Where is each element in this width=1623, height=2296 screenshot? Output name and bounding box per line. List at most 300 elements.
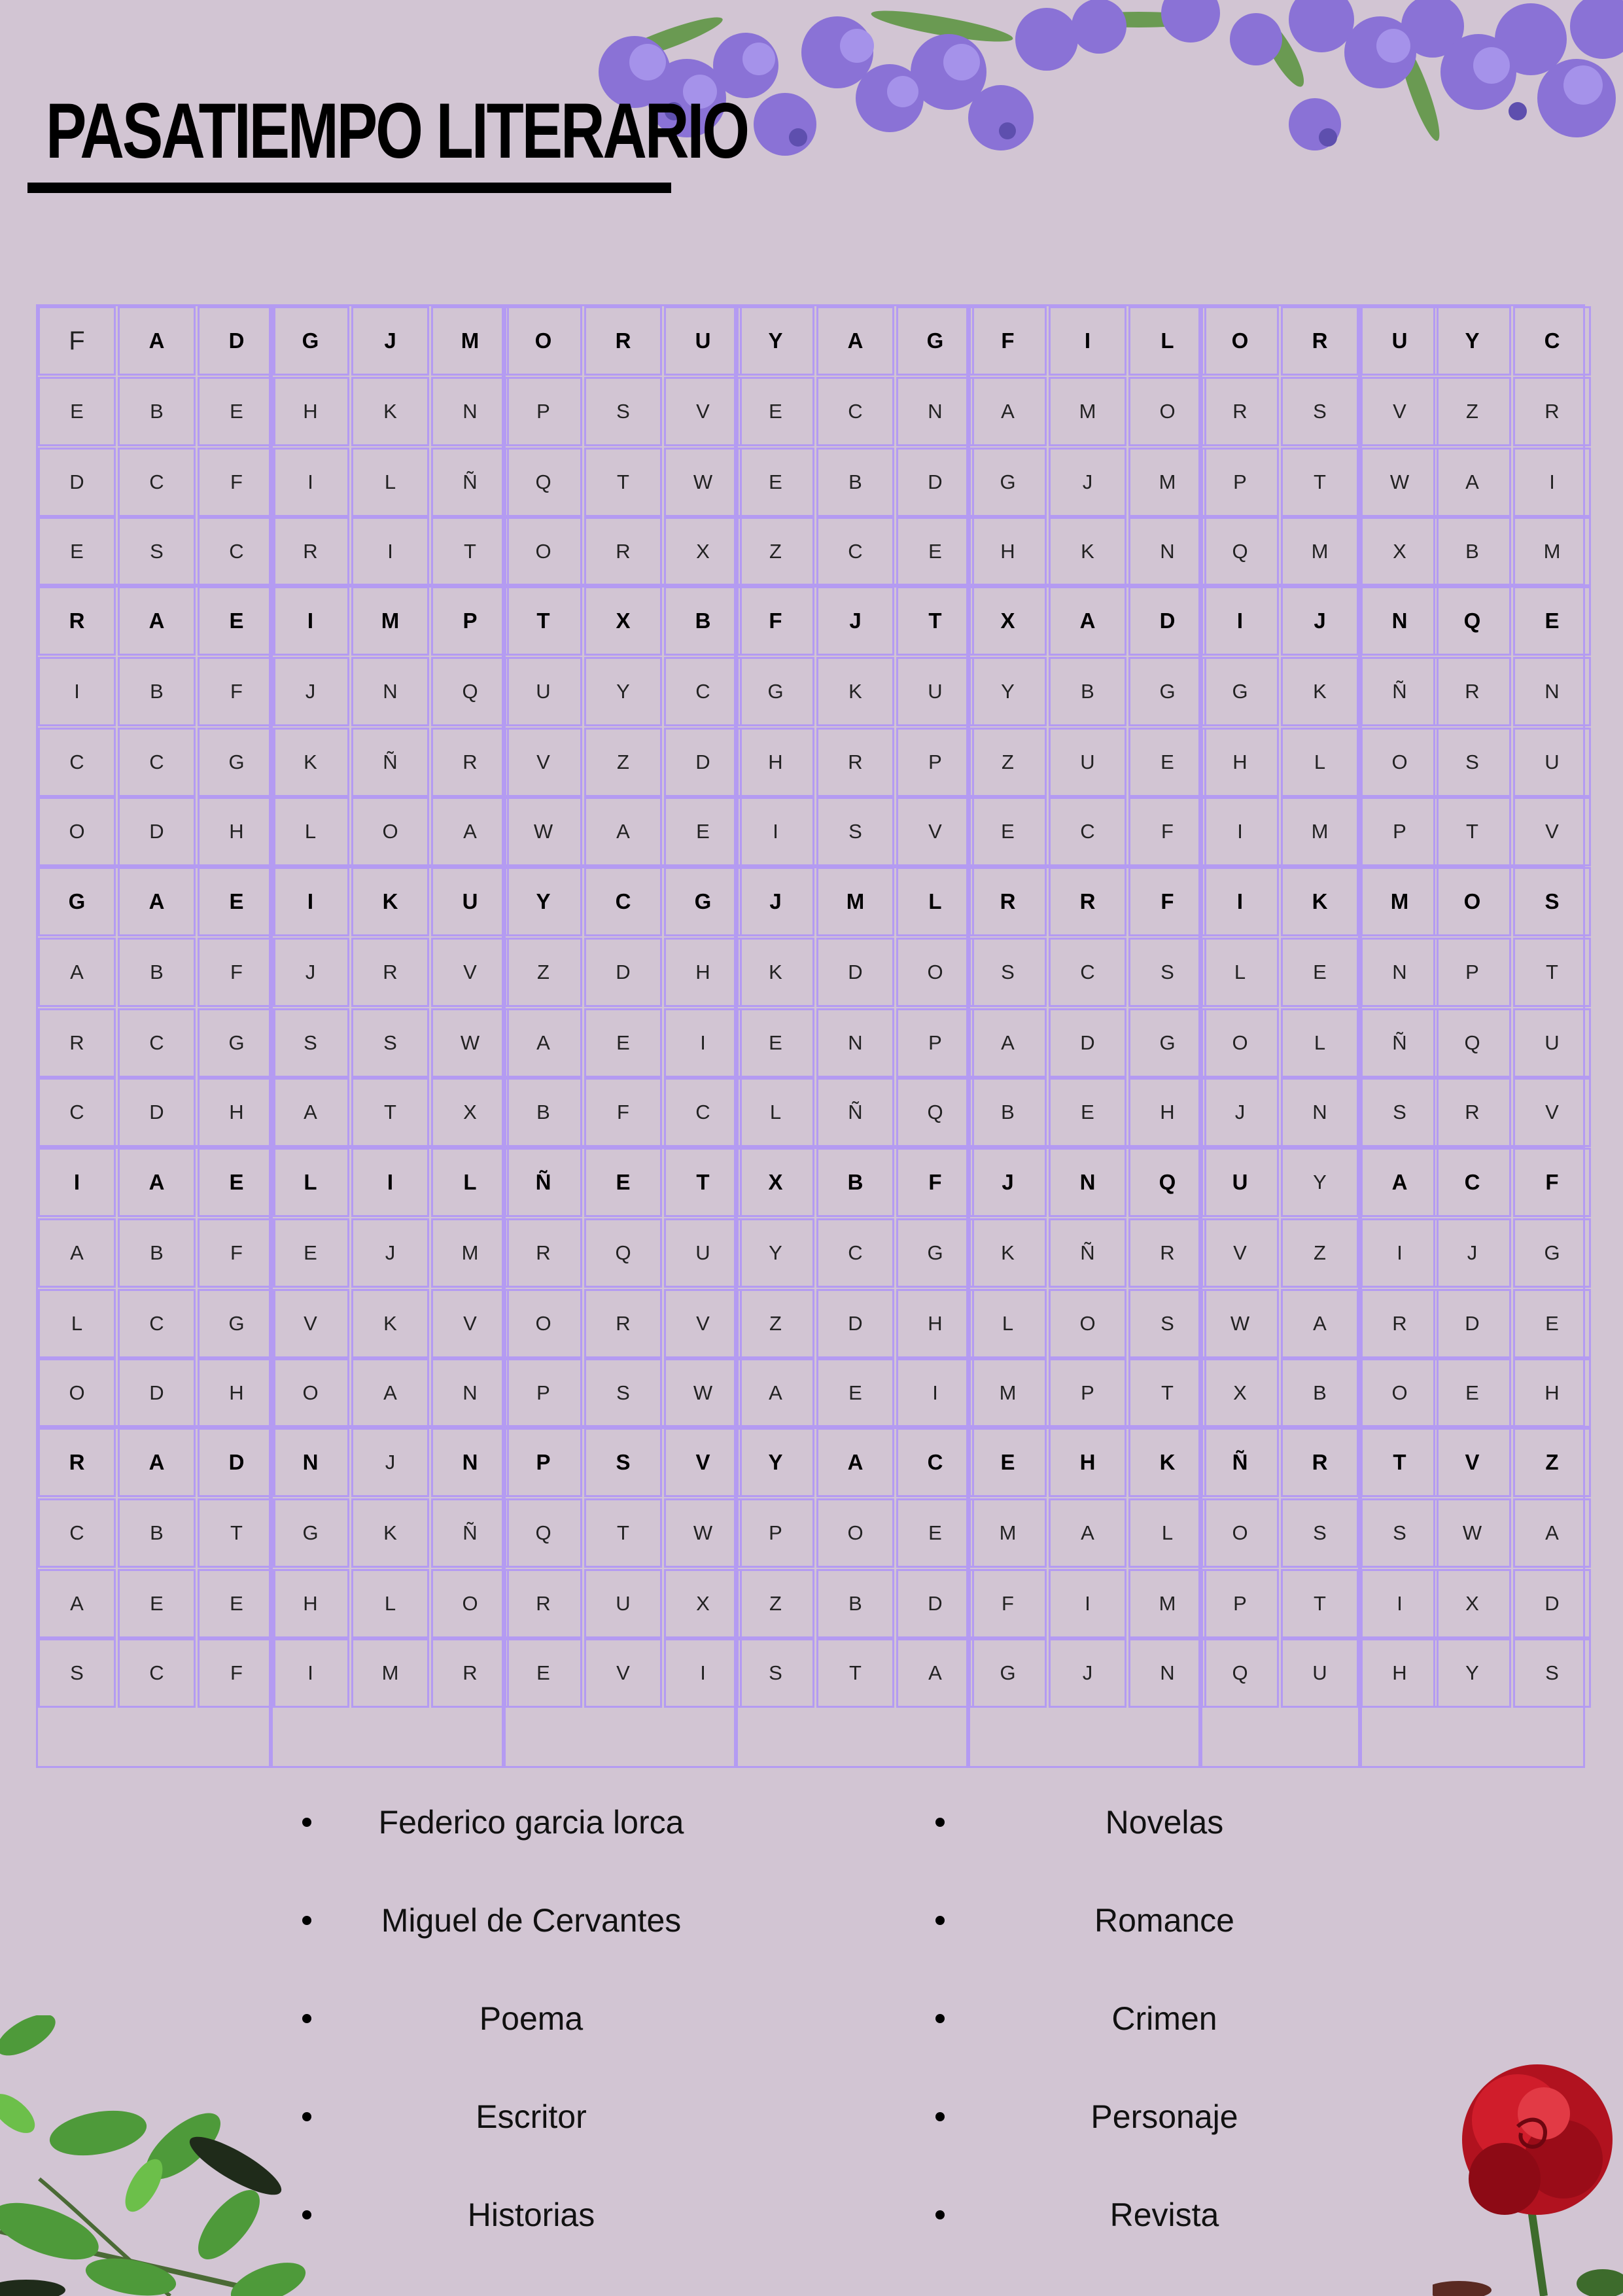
grid-cell: C [1049,797,1126,866]
grid-cell: M [1049,377,1126,446]
grid-cell: W [664,1498,742,1568]
grid-cell: R [1128,1218,1206,1288]
grid-cell: C [38,1078,116,1147]
grid-cell: R [1433,1078,1511,1147]
grid-cell: E [816,1358,894,1428]
grid-cell: O [1128,377,1206,446]
grid-cell: D [118,1078,196,1147]
grid-cell: T [664,1148,742,1217]
grid-cell: E [1128,728,1206,797]
grid-cell: A [1433,448,1511,517]
grid-cell: S [584,377,662,446]
grid-cell: N [1049,1148,1126,1217]
grid-cell: Ñ [431,1498,509,1568]
grid-cell: B [504,1078,582,1147]
grid-cell: K [1128,1428,1206,1497]
grid-cell: R [431,1638,509,1708]
grid-cell: J [1049,448,1126,517]
grid-cell: R [969,867,1047,936]
grid-cell: G [271,306,349,376]
column-group-divider [269,306,273,1766]
grid-cell: W [504,797,582,866]
grid-cell: I [1361,1218,1439,1288]
grid-cell: F [1128,797,1206,866]
grid-cell: T [504,586,582,656]
grid-cell: F [38,306,116,376]
grid-cell: S [271,1008,349,1078]
grid-cell: E [504,1638,582,1708]
grid-cell: M [969,1498,1047,1568]
grid-cell: W [664,1358,742,1428]
grid-cell: Z [737,1569,814,1638]
grid-cell: F [969,1569,1047,1638]
grid-cell: F [896,1148,974,1217]
grid-cell: V [431,938,509,1007]
column-group-divider [734,306,738,1766]
grid-cell: C [664,1078,742,1147]
grid-cell: D [1433,1289,1511,1358]
word-list-item: Crimen [1111,2000,1217,2037]
grid-cell: W [1361,448,1439,517]
grid-cell: J [271,938,349,1007]
grid-cell: J [351,306,429,376]
grid-cell: S [1281,377,1359,446]
grid-cell: C [118,728,196,797]
grid-cell: N [1513,657,1591,726]
grid-cell: R [1281,1428,1359,1497]
grid-cell: E [969,797,1047,866]
grid-cell: C [118,1289,196,1358]
grid-cell: H [198,1078,275,1147]
grid-cell: R [1049,867,1126,936]
grid-cell: V [271,1289,349,1358]
grid-cell: K [1281,657,1359,726]
grid-cell: G [1128,1008,1206,1078]
grid-cell: C [38,1498,116,1568]
grid-cell: E [584,1008,662,1078]
grid-cell: I [271,1638,349,1708]
grid-cell: V [1513,1078,1591,1147]
grid-cell: K [351,1289,429,1358]
grid-cell: E [584,1148,662,1217]
grid-cell: E [198,586,275,656]
grid-cell: L [1128,306,1206,376]
grid-cell: R [1281,306,1359,376]
grid-cell: O [1361,1358,1439,1428]
grid-cell: A [118,306,196,376]
grid-cell: G [1513,1218,1591,1288]
grid-cell: V [1513,797,1591,866]
grid-cell: D [816,938,894,1007]
grid-cell: F [198,657,275,726]
grid-cell: O [816,1498,894,1568]
grid-cell: A [38,1569,116,1638]
grid-cell: D [38,448,116,517]
word-list-item: Personaje [1091,2098,1238,2135]
grid-cell: D [896,1569,974,1638]
grid-cell: I [1513,448,1591,517]
grid-cell: S [1361,1078,1439,1147]
grid-cell: E [1281,938,1359,1007]
grid-cell: R [1433,657,1511,726]
grid-cell: N [1361,938,1439,1007]
grid-cell: A [969,1008,1047,1078]
grid-cell: M [816,867,894,936]
grid-cell: Q [584,1218,662,1288]
grid-cell: K [816,657,894,726]
grid-cell: S [1128,938,1206,1007]
grid-cell: R [38,1008,116,1078]
title-underline [27,183,671,193]
grid-cell: A [584,797,662,866]
grid-cell: V [431,1289,509,1358]
grid-cell: M [431,306,509,376]
grid-cell: E [896,1498,974,1568]
grid-cell: G [1201,657,1279,726]
grid-cell: G [896,306,974,376]
grid-cell: T [896,586,974,656]
grid-cell: G [198,1289,275,1358]
grid-cell: Y [737,306,814,376]
grid-cell: U [1361,306,1439,376]
grid-cell: P [896,728,974,797]
grid-cell: A [737,1358,814,1428]
grid-cell: O [351,797,429,866]
grid-cell: G [896,1218,974,1288]
grid-cell: O [1433,867,1511,936]
grid-cell: A [816,1428,894,1497]
grid-cell: L [38,1289,116,1358]
grid-cell: E [118,1569,196,1638]
grid-cell: B [664,586,742,656]
grid-cell: X [1361,517,1439,586]
grid-cell: A [1049,586,1126,656]
grid-cell: O [504,306,582,376]
grid-cell: M [351,586,429,656]
grid-cell: J [969,1148,1047,1217]
grid-cell: X [969,586,1047,656]
grid-cell: D [816,1289,894,1358]
grid-cell: B [816,1148,894,1217]
grid-cell: S [1281,1498,1359,1568]
grid-cell: P [1433,938,1511,1007]
grid-cell: J [816,586,894,656]
grid-cell: Z [969,728,1047,797]
column-group-divider [1358,306,1362,1766]
grid-cell: K [737,938,814,1007]
grid-cell: X [584,586,662,656]
grid-cell: A [118,586,196,656]
grid-cell: R [351,938,429,1007]
grid-cell: L [271,797,349,866]
grid-cell: N [1281,1078,1359,1147]
grid-cell: M [969,1358,1047,1428]
column-group-divider [966,306,970,1766]
grid-cell: A [38,938,116,1007]
grid-cell: E [1049,1078,1126,1147]
grid-cell: F [198,938,275,1007]
grid-cell: R [38,1428,116,1497]
grid-cell: G [969,1638,1047,1708]
grid-cell: C [1513,306,1591,376]
grid-cell: B [118,938,196,1007]
grid-cell: K [271,728,349,797]
grid-cell: P [1201,1569,1279,1638]
grid-cell: C [38,728,116,797]
grid-cell: V [504,728,582,797]
grid-cell: L [896,867,974,936]
grid-cell: L [1201,938,1279,1007]
grid-cell: S [969,938,1047,1007]
grid-cell: E [198,1148,275,1217]
grid-cell: Ñ [1361,1008,1439,1078]
grid-cell: B [969,1078,1047,1147]
grid-cell: J [351,1218,429,1288]
grid-cell: O [1201,1498,1279,1568]
grid-cell: M [431,1218,509,1288]
grid-cell: S [1513,1638,1591,1708]
grid-cell: M [351,1638,429,1708]
grid-cell: C [816,1218,894,1288]
grid-cell: J [351,1428,429,1497]
grid-cell: L [351,1569,429,1638]
grid-cell: Y [584,657,662,726]
grid-cell: A [118,1428,196,1497]
grid-cell: O [38,797,116,866]
word-list-item: Escritor [476,2098,587,2135]
grid-cell: A [118,1148,196,1217]
grid-cell: T [198,1498,275,1568]
grid-cell: A [271,1078,349,1147]
word-list-item: Historias [467,2197,595,2233]
word-list-item: Poema [479,2000,584,2037]
grid-cell: N [271,1428,349,1497]
grid-cell: M [1281,797,1359,866]
grid-cell: U [1049,728,1126,797]
grid-cell: E [271,1218,349,1288]
grid-cell: X [737,1148,814,1217]
grid-cell: C [816,517,894,586]
word-list-item: Federico garcia lorca [378,1804,684,1841]
grid-cell: H [1201,728,1279,797]
grid-cell: N [431,1428,509,1497]
grid-cell: I [896,1358,974,1428]
grid-cell: Ñ [1361,657,1439,726]
grid-cell: E [1513,586,1591,656]
grid-cell: A [118,867,196,936]
grid-cell: J [737,867,814,936]
grid-cell: J [1281,586,1359,656]
grid-cell: R [504,1569,582,1638]
grid-cell: E [737,1008,814,1078]
grid-cell: D [1049,1008,1126,1078]
grid-cell: F [584,1078,662,1147]
grid-cell: C [816,377,894,446]
grid-cell: M [1361,867,1439,936]
grid-cell: T [584,1498,662,1568]
grid-cell: O [431,1569,509,1638]
grid-cell: P [1201,448,1279,517]
grid-cell: H [1128,1078,1206,1147]
grid-cell: U [504,657,582,726]
grid-cell: I [1049,1569,1126,1638]
grid-cell: E [1433,1358,1511,1428]
grid-cell: I [271,586,349,656]
grid-cell: Q [504,1498,582,1568]
grid-cell: Y [737,1428,814,1497]
grid-cell: V [664,1289,742,1358]
grid-cell: Y [737,1218,814,1288]
grid-cell: Q [1201,1638,1279,1708]
grid-cell: X [431,1078,509,1147]
grid-cell: U [1281,1638,1359,1708]
grid-cell: Z [504,938,582,1007]
grid-cell: V [1361,377,1439,446]
grid-cell: Ñ [816,1078,894,1147]
grid-cell: H [737,728,814,797]
grid-cell: A [38,1218,116,1288]
grid-cell: F [737,586,814,656]
grid-cell: B [816,1569,894,1638]
grid-cell: P [504,1358,582,1428]
grid-cell: H [271,377,349,446]
grid-cell: O [38,1358,116,1428]
grid-cell: R [1201,377,1279,446]
grid-cell: D [1128,586,1206,656]
grid-cell: K [351,867,429,936]
grid-cell: R [38,586,116,656]
grid-cell: B [1433,517,1511,586]
grid-cell: P [896,1008,974,1078]
grid-cell: A [969,377,1047,446]
grid-cell: I [1201,867,1279,936]
grid-cell: C [664,657,742,726]
grid-cell: U [1513,728,1591,797]
grid-cell: R [1513,377,1591,446]
grid-cell: Z [1433,377,1511,446]
grid-cell: X [1433,1569,1511,1638]
grid-cell: N [816,1008,894,1078]
grid-cell: T [1128,1358,1206,1428]
grid-cell: Ñ [504,1148,582,1217]
grid-cell: N [351,657,429,726]
grid-cell: R [584,306,662,376]
grid-cell: S [351,1008,429,1078]
grid-cell: S [38,1638,116,1708]
grid-cell: X [1201,1358,1279,1428]
grid-cell: I [664,1008,742,1078]
grid-cell: T [1281,448,1359,517]
grid-cell: A [504,1008,582,1078]
grid-cell: U [1513,1008,1591,1078]
grid-cell: K [351,1498,429,1568]
grid-cell: F [198,448,275,517]
grid-cell: I [351,517,429,586]
grid-cell: D [664,728,742,797]
grid-cell: D [1513,1569,1591,1638]
grid-cell: O [504,1289,582,1358]
grid-cell: A [431,797,509,866]
grid-cell: D [118,797,196,866]
column-group-divider [502,306,506,1766]
grid-cell: S [1433,728,1511,797]
grid-cell: Z [1513,1428,1591,1497]
grid-cell: N [896,377,974,446]
grid-cell: J [1433,1218,1511,1288]
grid-cell: F [198,1218,275,1288]
grid-cell: I [1049,306,1126,376]
word-list-item: Novelas [1105,1804,1224,1841]
grid-cell: N [1128,517,1206,586]
grid-cell: P [1361,797,1439,866]
grid-cell: O [504,517,582,586]
grid-cell: A [1361,1148,1439,1217]
grid-cell: D [896,448,974,517]
grid-cell: G [198,728,275,797]
grid-cell: N [431,377,509,446]
grid-cell: A [351,1358,429,1428]
grid-cell: S [1361,1498,1439,1568]
grid-cell: S [816,797,894,866]
grid-cell: Y [1281,1148,1359,1217]
grid-cell: X [664,1569,742,1638]
grid-cell: C [118,1638,196,1708]
grid-cell: S [118,517,196,586]
grid-cell: S [1128,1289,1206,1358]
grid-cell: F [198,1638,275,1708]
grid-cell: E [737,448,814,517]
grid-cell: Q [896,1078,974,1147]
grid-cell: E [737,377,814,446]
grid-cell: A [816,306,894,376]
grid-cell: G [1128,657,1206,726]
grid-cell: O [1201,306,1279,376]
grid-cell: L [431,1148,509,1217]
grid-cell: U [664,306,742,376]
grid-cell: L [1128,1498,1206,1568]
grid-cell: I [351,1148,429,1217]
grid-cell: C [896,1428,974,1497]
grid-cell: C [118,448,196,517]
grid-cell: D [118,1358,196,1428]
column-group-divider [1198,306,1202,1766]
grid-cell: R [584,517,662,586]
grid-cell: P [737,1498,814,1568]
grid-cell: H [1361,1638,1439,1708]
grid-cell: Ñ [351,728,429,797]
grid-cell: E [664,797,742,866]
grid-cell: K [1281,867,1359,936]
grid-cell: O [1049,1289,1126,1358]
grid-cell: O [1201,1008,1279,1078]
grid-cell: E [896,517,974,586]
grid-cell: S [584,1428,662,1497]
grid-cell: F [1128,867,1206,936]
grid-cell: L [271,1148,349,1217]
grid-cell: B [118,1498,196,1568]
grid-cell: Y [1433,306,1511,376]
grid-cell: Q [1128,1148,1206,1217]
grid-cell: G [737,657,814,726]
grid-cell: J [1201,1078,1279,1147]
grid-cell: L [351,448,429,517]
grid-cell: R [816,728,894,797]
grid-cell: S [1513,867,1591,936]
grid-cell: P [431,586,509,656]
grid-cell: E [198,867,275,936]
grid-cell: S [584,1358,662,1428]
grid-cell: Ñ [1049,1218,1126,1288]
